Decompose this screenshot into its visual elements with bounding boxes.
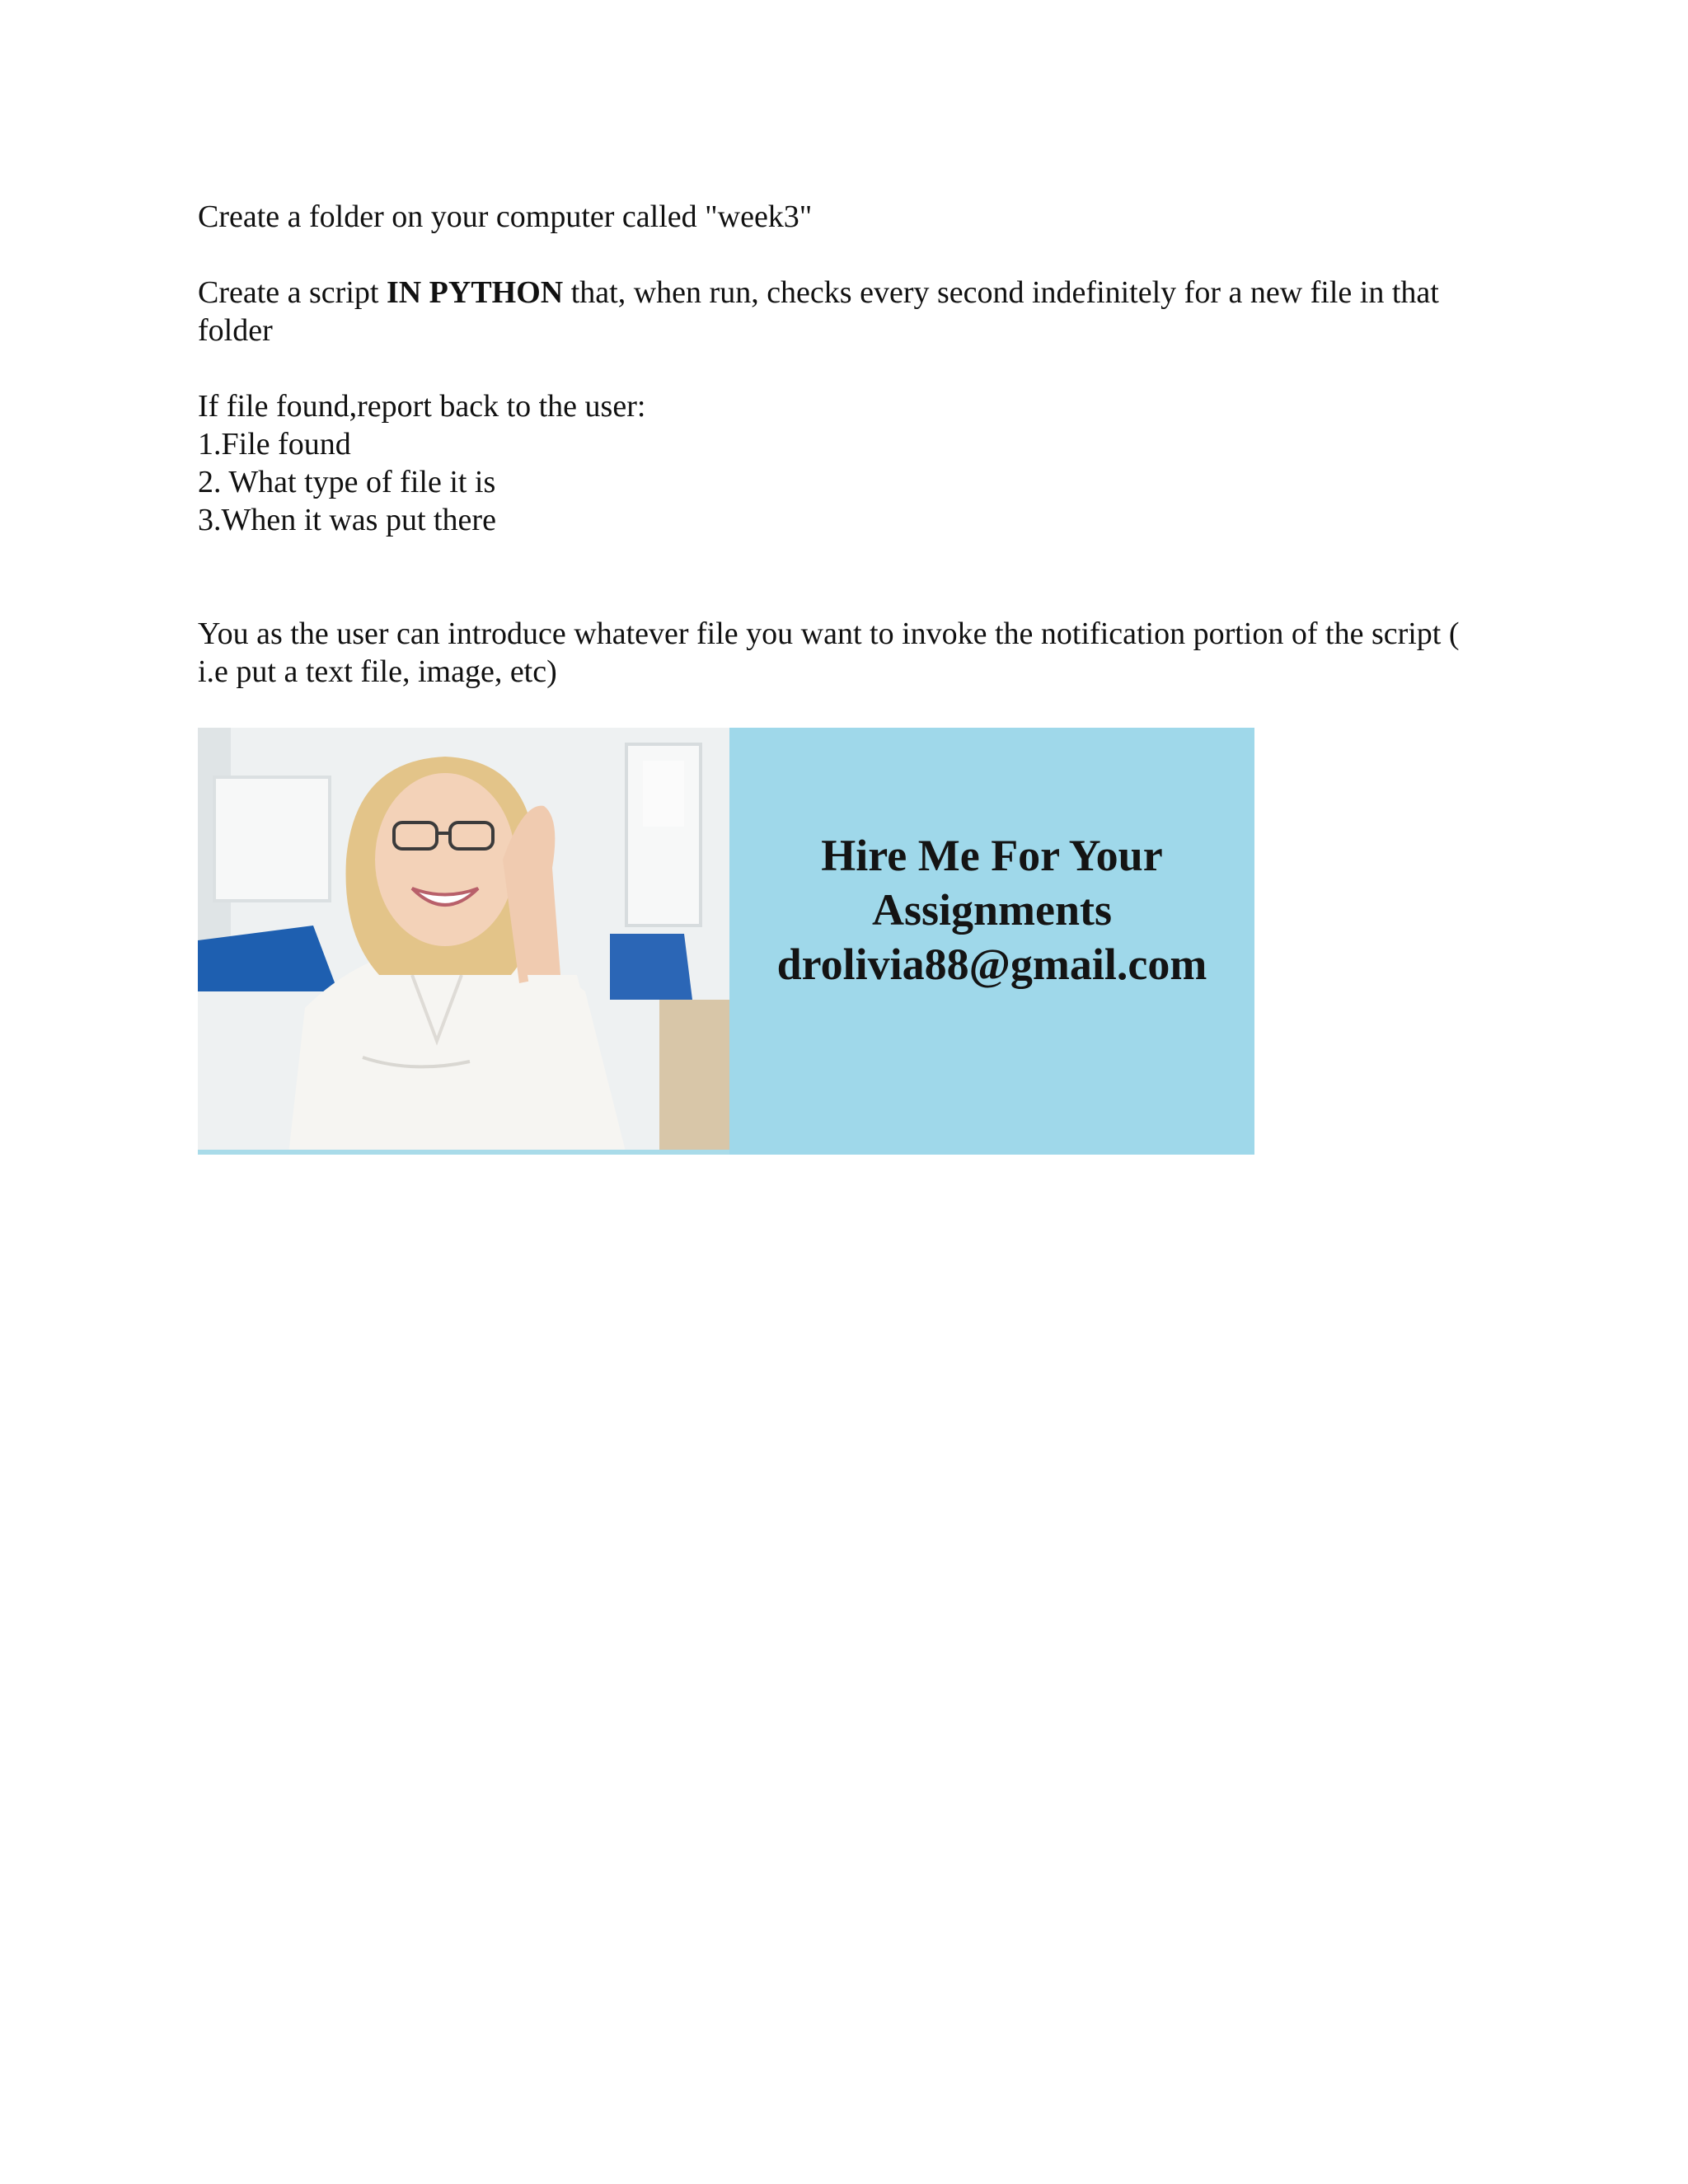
- instruction-script-suffix: that, when run, checks every second indefinitely for a new file in that folder: [198, 275, 1439, 348]
- instruction-folder-text: Create a folder on your computer called "week3": [198, 199, 813, 234]
- advertisement-email: drolivia88@gmail.com: [776, 940, 1207, 989]
- person-photo: [198, 728, 729, 1155]
- person-photo-illustration: [198, 728, 729, 1155]
- advertisement-text-panel: [729, 728, 1254, 1155]
- report-intro: If file found,report back to the user:: [198, 389, 646, 424]
- report-requirements: [198, 387, 1484, 539]
- report-item: 2. What type of file it is: [198, 465, 496, 499]
- advertisement-headline: Hire Me For Your: [821, 831, 1163, 880]
- user-note: [198, 615, 1484, 691]
- photo-bottom-strip: [198, 1150, 729, 1155]
- report-item: 1.File found: [198, 427, 351, 462]
- instruction-script: [198, 274, 1484, 349]
- instruction-script-prefix: Create a script: [198, 275, 387, 310]
- instruction-script-emphasis: IN PYTHON: [386, 275, 564, 310]
- report-item: 3.When it was put there: [198, 503, 496, 537]
- user-note-text: You as the user can introduce whatever file you want to invoke the notification portion of the script ( i.e put a text file, image, etc): [198, 616, 1460, 689]
- advertisement-subheadline: Assignments: [871, 885, 1113, 935]
- instruction-folder: [198, 198, 1484, 236]
- advertisement-banner: [198, 728, 1254, 1155]
